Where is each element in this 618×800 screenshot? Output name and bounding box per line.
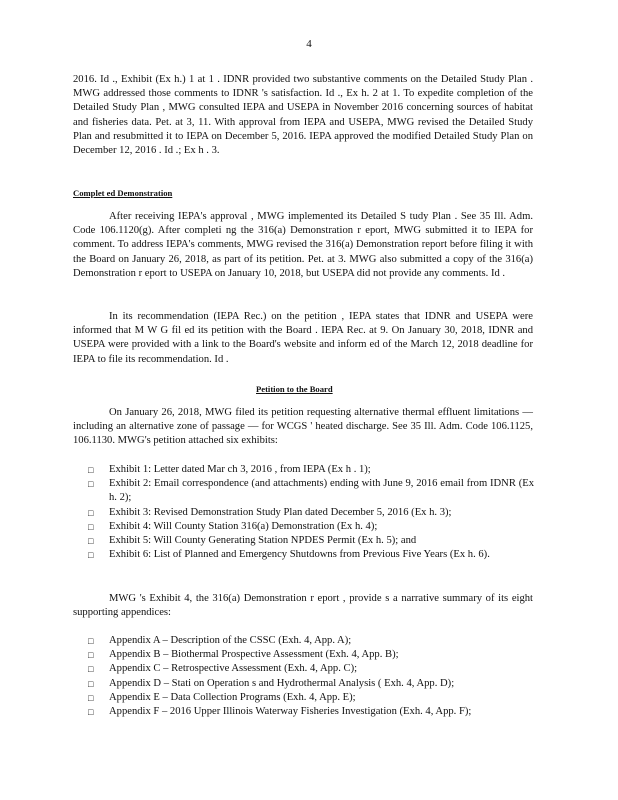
checkbox-bullet-icon: □	[88, 465, 94, 475]
checkbox-bullet-icon: □	[88, 707, 94, 718]
paragraph-text: In its recommendation (IEPA Rec.) on the petition , IEPA states that IDNR and USEPA were informed that M W G fil ed its petition with the Board . IEPA Rec. at 9. On January 30, 2018, IDNR and USEPA were provided with a link to the Board's website and inform ed of the March 12, 2018 deadline for IEPA to file its recommendation. Id .	[73, 311, 533, 365]
list-item: □ Appendix A – Description of the CSSC (Exh. 4, App. A);	[88, 634, 534, 648]
checkbox-bullet-icon: □	[88, 650, 94, 661]
list-item: □ Exhibit 5: Will County Generating Station NPDES Permit (Ex h. 5); and	[88, 534, 534, 548]
appendix-list	[88, 634, 534, 719]
checkbox-bullet-icon: □	[88, 536, 94, 547]
checkbox-bullet-icon: □	[88, 479, 94, 490]
list-item: □ Appendix F – 2016 Upper Illinois Waterway Fisheries Investigation (Exh. 4, App. F);	[88, 705, 534, 719]
list-item: □ Exhibit 2: Email correspondence (and attachments) ending with June 9, 2016 email from IDNR (Ex h. 2);	[88, 477, 534, 505]
list-item: □ Appendix B – Biothermal Prospective Assessment (Exh. 4, App. B);	[88, 648, 534, 662]
paragraph-petition-filed	[73, 406, 533, 449]
paragraph-text: On January 26, 2018, MWG filed its petition requesting alternative thermal effluent limitations — including an alternative zone of passage — for WCGS ' heated discharge. See 35 Ill. Adm. Code 106.1125, 106.1130. MWG's petition attached six exhibits:	[73, 407, 533, 447]
section-heading-petition: Petition to the Board	[256, 384, 333, 394]
checkbox-bullet-icon: □	[88, 678, 94, 689]
paragraph-iepa-recommendation	[73, 310, 533, 367]
list-item: □ Exhibit 1: Letter dated Mar ch 3, 2016 , from IEPA (Ex h . 1);	[88, 463, 534, 477]
list-item: □ Appendix E – Data Collection Programs (Exh. 4, App. E);	[88, 691, 534, 705]
checkbox-bullet-icon: □	[88, 664, 94, 675]
checkbox-bullet-icon: □	[88, 636, 94, 646]
checkbox-bullet-icon: □	[88, 521, 94, 532]
list-item: □ Appendix C – Retrospective Assessment (Exh. 4, App. C);	[88, 662, 534, 676]
checkbox-bullet-icon: □	[88, 550, 94, 561]
list-item: □ Exhibit 3: Revised Demonstration Study Plan dated December 5, 2016 (Ex h. 3);	[88, 506, 534, 520]
exhibit-list	[88, 463, 534, 562]
paragraph-after-receiving	[73, 210, 533, 281]
paragraph-text: 2016. Id ., Exhibit (Ex h.) 1 at 1 . IDNR provided two substantive comments on the Detailed Study Plan . MWG addressed those comments to IDNR 's satisfaction. Id ., Ex h. 2 at 1. To expedite completion of the Detailed Study Plan , MWG consulted IEPA and USEPA in November 2016 concerning sources of habitat and fisheries data. Pet. at 3, 11. With approval from IEPA and USEPA, MWG revised the Detailed Study Plan and resubmitted it to IEPA on December 5, 2016. IEPA approved the modified Detailed Study Plan on December 12, 2016 . Id .; Ex h . 3.	[73, 74, 533, 157]
list-item: □ Appendix D – Stati on Operation s and Hydrothermal Analysis ( Exh. 4, App. D);	[88, 677, 534, 691]
paragraph-text: After receiving IEPA's approval , MWG implemented its Detailed S tudy Plan . See 35 Ill. Adm. Code 106.1120(g). After completi ng the 316(a) Demonstration r eport, MWG submitted it to IEPA for comment. To address IEPA's comments, MWG revised the 316(a) Demonstration report before filing it with the Board on January 26, 2018, as part of its petition. Pet. at 3. MWG also submitted a copy of the 316(a) Demonstration r eport to USEPA on January 10, 2018, but USEPA did not provide any comments. Id .	[73, 211, 533, 279]
paragraph-detailed-study-plan	[73, 73, 533, 158]
page-number: 4	[306, 38, 312, 50]
list-item: □ Exhibit 4: Will County Station 316(a) Demonstration (Ex h. 4);	[88, 520, 534, 534]
checkbox-bullet-icon: □	[88, 507, 94, 518]
list-item: □ Exhibit 6: List of Planned and Emergency Shutdowns from Previous Five Years (Ex h. 6).	[88, 548, 534, 562]
checkbox-bullet-icon: □	[88, 692, 94, 703]
paragraph-exhibit-4-summary	[73, 592, 533, 620]
paragraph-text: MWG 's Exhibit 4, the 316(a) Demonstration r eport , provide s a narrative summary of its eight supporting appendices:	[73, 593, 533, 619]
section-heading-completed-demonstration: Complet ed Demonstration	[73, 188, 173, 198]
